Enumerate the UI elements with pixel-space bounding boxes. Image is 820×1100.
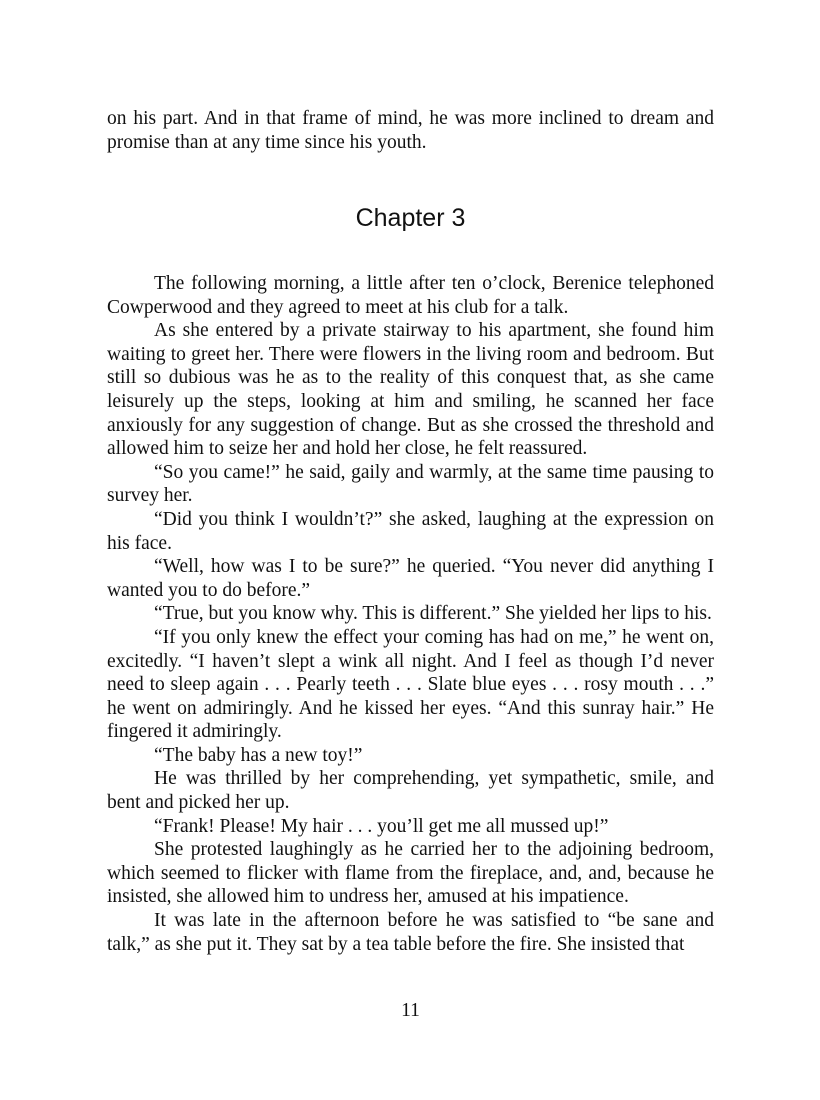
paragraph: “Did you think I wouldn’t?” she asked, laughing at the expression on his face. [107, 508, 714, 554]
paragraph: She protested laughingly as he carried her to the adjoining bedroom, which seemed to flicker with flame from the fireplace, and, and, because he insisted, she allowed him to undress her, amused at his impatience. [107, 839, 714, 908]
opening-paragraph: on his part. And in that frame of mind, he was more inclined to dream and promise than at any time since his youth. [107, 108, 714, 153]
continued-text [107, 107, 714, 154]
paragraph: “So you came!” he said, gaily and warmly, at the same time pausing to survey her. [107, 461, 714, 507]
page-number: 11 [401, 1000, 420, 1021]
paragraph: “Frank! Please! My hair . . . you’ll get me all mussed up!” [154, 815, 609, 837]
paragraph: “If you only knew the effect your coming has had on me,” he went on, excitedly. “I haven’t slept a wink all night. And I feel as though I’d never need to sleep again . . . Pearly teeth . . . Slate blue eyes . . . rosy mouth . . .” he went on admiringly. And he kissed her eyes. “And this sunray hair.” He fingered it admiringly. [107, 626, 714, 743]
paragraph: As she entered by a private stairway to his apartment, she found him waiting to greet her. There were flowers in the living room and bedroom. But still so dubious was he as to the reality of this conquest that, as she came leisurely up the steps, looking at him and smiling, he scanned her face anxiously for any suggestion of change. But as she crossed the threshold and allowed him to seize her and hold her close, he felt reassured. [107, 320, 714, 460]
paragraph: “True, but you know why. This is different.” She yielded her lips to his. [154, 603, 712, 625]
chapter-title: Chapter 3 [355, 204, 466, 232]
chapter-body [107, 272, 714, 956]
paragraph: “The baby has a new toy!” [154, 744, 363, 766]
paragraph: “Well, how was I to be sure?” he queried. “You never did anything I wanted you to do before.” [107, 556, 714, 601]
paragraph: The following morning, a little after ten o’clock, Berenice telephoned Cowperwood and they agreed to meet at his club for a talk. [107, 273, 714, 318]
paragraph: He was thrilled by her comprehending, yet sympathetic, smile, and bent and picked her up. [107, 768, 714, 814]
paragraph: It was late in the afternoon before he was satisfied to “be sane and talk,” as she put it. They sat by a tea table before the fire. She insisted that [107, 910, 714, 955]
